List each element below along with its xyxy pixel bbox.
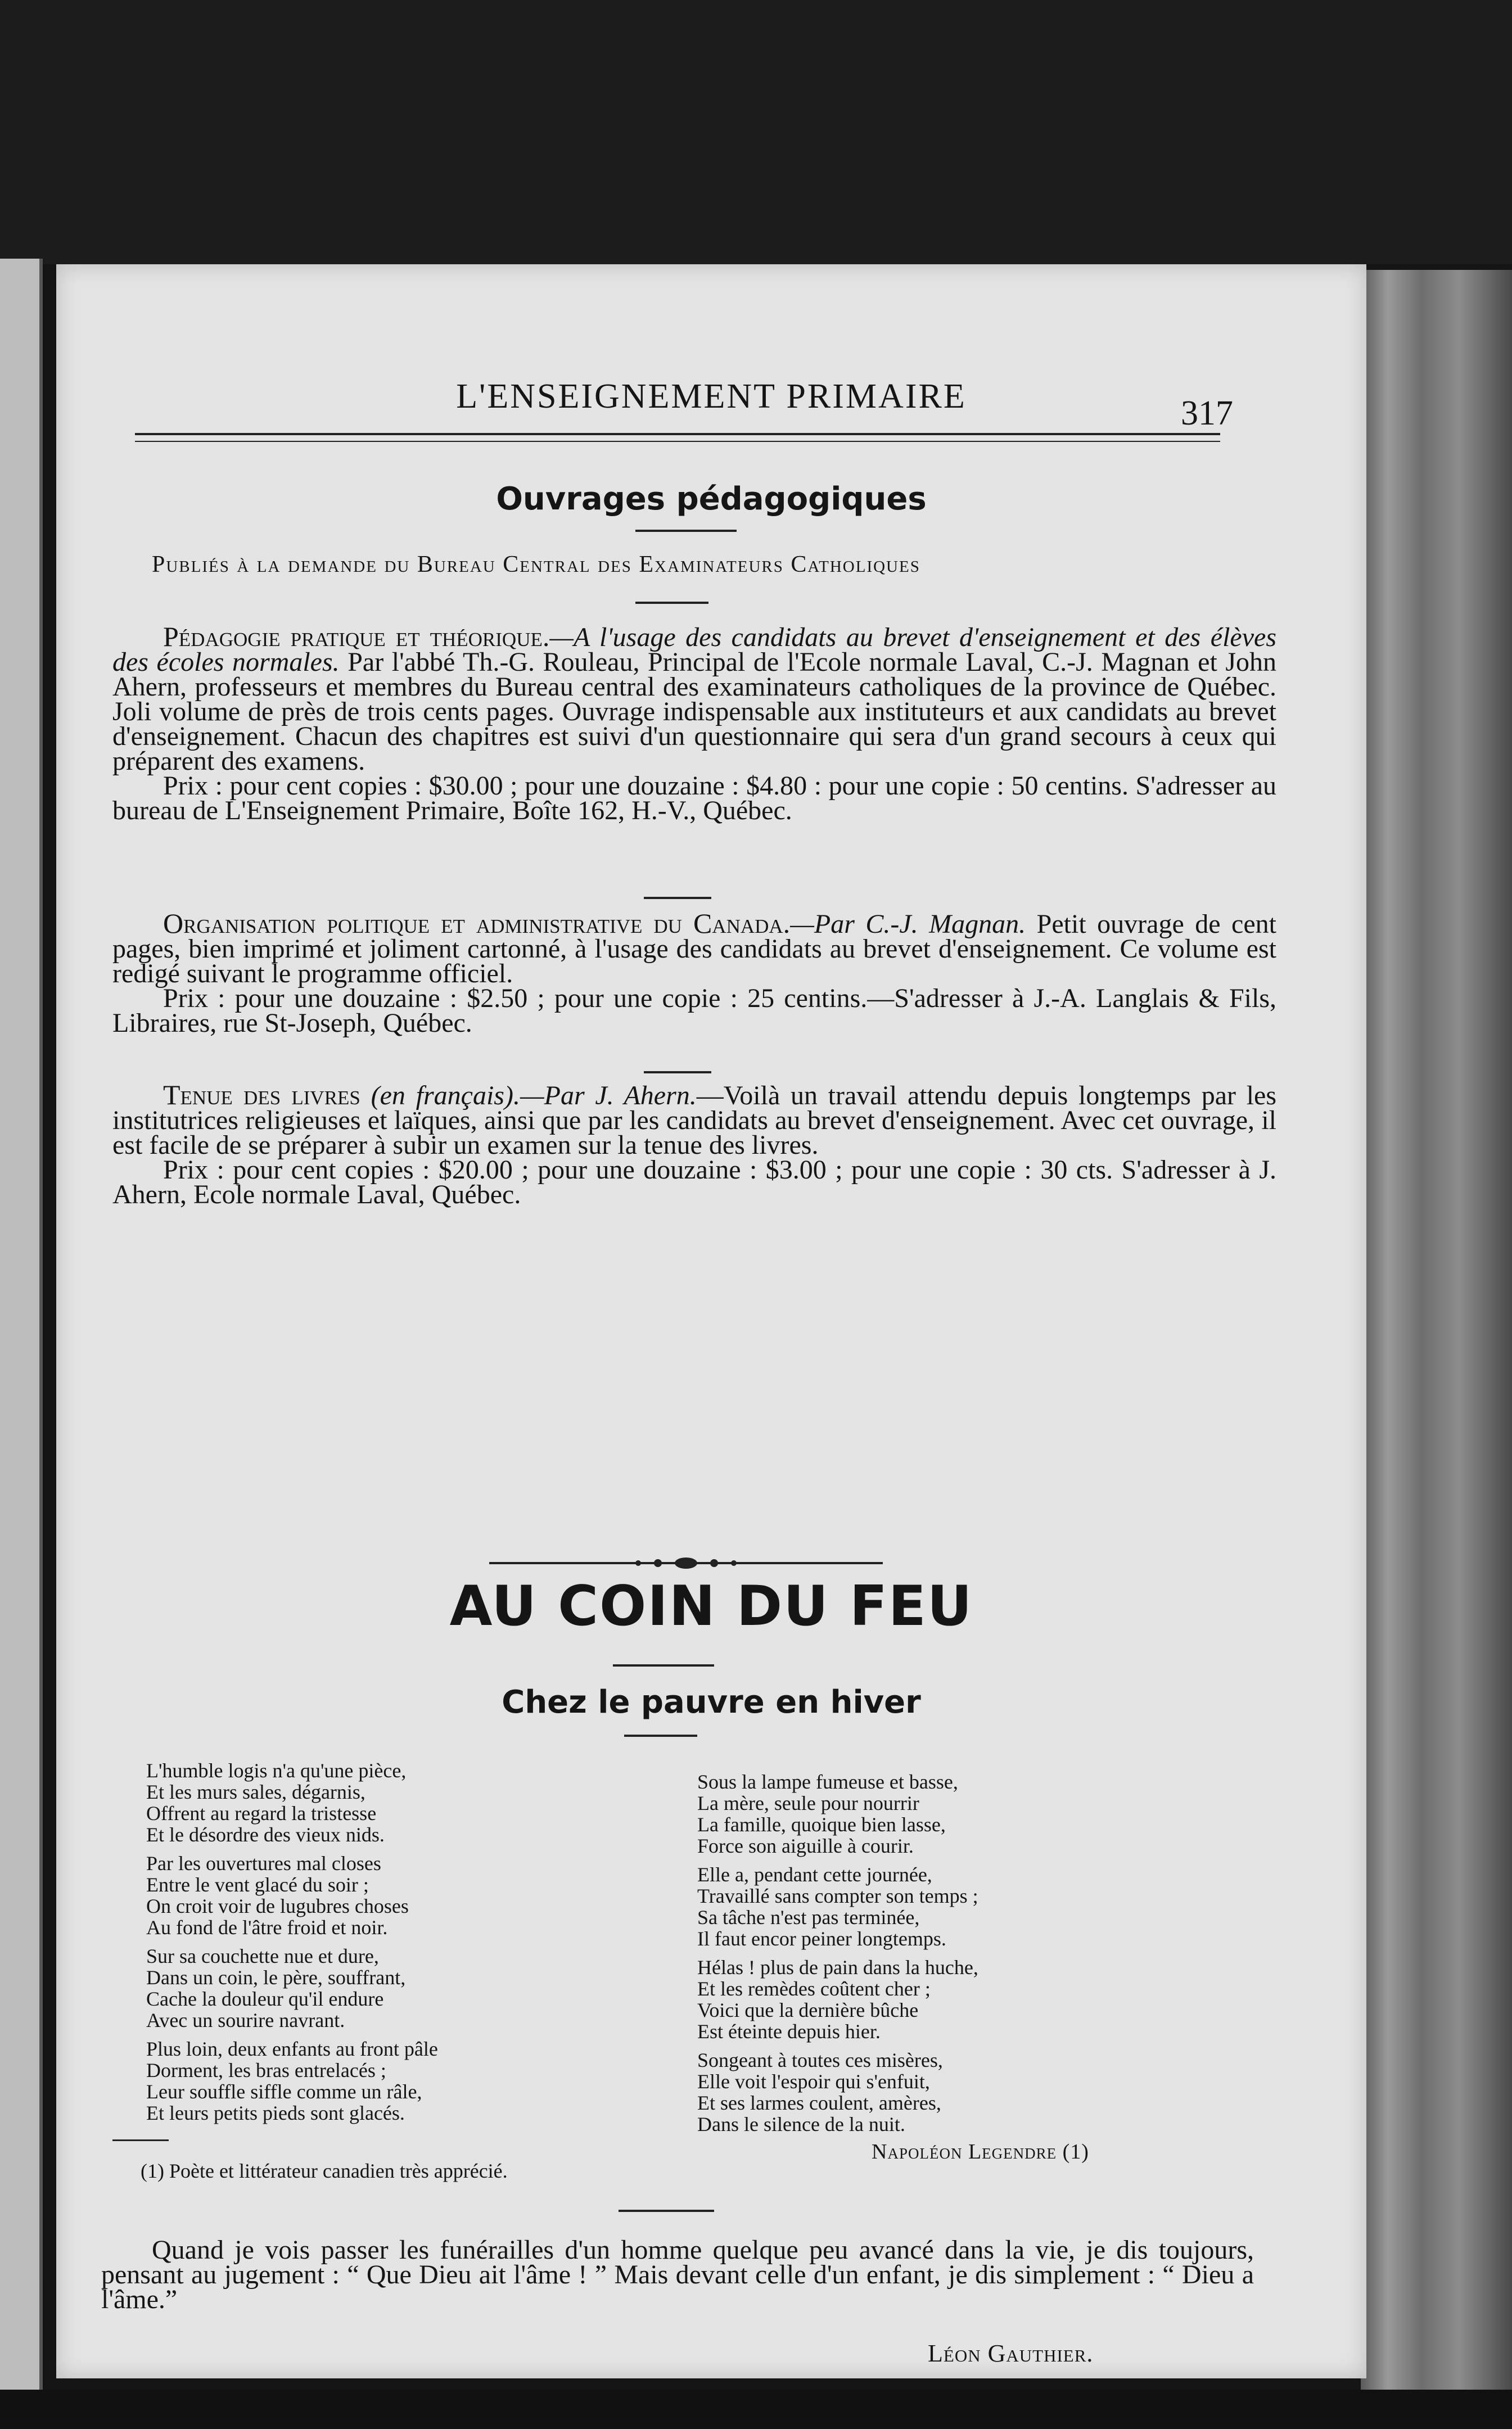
- divider: [644, 897, 711, 899]
- poem-stanza: [146, 2038, 438, 2124]
- poem-stanza: [146, 1760, 406, 1845]
- poem-line: Dorment, les bras entrelacés ;: [146, 2059, 386, 2082]
- poem-stanza: [146, 1945, 405, 2031]
- poem-line: Entre le vent glacé du soir ;: [146, 1873, 369, 1896]
- footnote-rule: [112, 2139, 169, 2141]
- scan-background-bottom: [0, 2390, 1512, 2429]
- entry-description: —Voilà un travail attendu depuis longtemps par les institutrices religieuses et laïques, ainsi que par les candidats au brevet d'enseignement. Avec cet ouvrage, il est facile de se préparer à subir un examen sur la tenue des livres.: [112, 1081, 1277, 1160]
- section-subtitle: Publiés à la demande du Bureau Central des Examinateurs Catholiques: [152, 552, 920, 577]
- poem-line: Dans le silence de la nuit.: [697, 2113, 905, 2135]
- poem-stanza: [697, 1957, 978, 2042]
- book-spine-edge: [1361, 270, 1512, 2395]
- facing-page-edge: [0, 259, 43, 2395]
- poem-line: Et le désordre des vieux nids.: [146, 1823, 385, 1846]
- poem-line: Et les murs sales, dégarnis,: [146, 1781, 365, 1803]
- header-rule: [135, 433, 1220, 442]
- poem-stanza: [697, 1864, 978, 1949]
- feature-headline: AU COIN DU FEU: [449, 1574, 973, 1638]
- entry-subtitle: —Par C.-J. Magnan.: [790, 909, 1026, 939]
- entry-price: Prix : pour cent copies : $30.00 ; pour une douzaine : $4.80 : pour une copie : 50 centins. S'adresser au bureau de L'Enseignement Primaire, Boîte 162, H.-V., Québec.: [112, 771, 1276, 825]
- poem-stanza: [697, 2049, 943, 2135]
- poem-line: Il faut encor peiner longtemps.: [697, 1927, 946, 1950]
- poem-line: Avec un sourire navrant.: [146, 2009, 345, 2031]
- entry-description: Petit ouvrage de cent pages, bien imprimé et joliment cartonné, à l'usage des candidats au brevet d'enseignement. Ce volume est redigé suivant le programme officiel.: [112, 909, 1276, 988]
- closing-quote: [101, 2235, 1254, 2314]
- poem-line: Et ses larmes coulent, amères,: [697, 2092, 941, 2114]
- book-entry-organisation: [112, 908, 1276, 1038]
- ornament-divider: [489, 1555, 883, 1572]
- divider: [635, 602, 708, 604]
- poem-line: Offrent au regard la tristesse: [146, 1802, 377, 1825]
- entry-price: Prix : pour une douzaine : $2.50 ; pour une copie : 25 centins.—S'adresser à J.-A. Langlais & Fils, Libraires, rue St-Joseph, Québec.: [112, 983, 1276, 1038]
- poem-line: Hélas ! plus de pain dans la huche,: [697, 1956, 978, 1979]
- quote-text: Quand je vois passer les funérailles d'un homme quelque peu avancé dans la vie, je dis toujours, pensant au jugement : “ Que Dieu ait l'âme ! ” Mais devant celle d'un enfant, je dis simplement : “ Dieu a l'âme.”: [101, 2235, 1254, 2314]
- poem-title: Chez le pauvre en hiver: [502, 1684, 921, 1721]
- poem-line: Cache la douleur qu'il endure: [146, 1988, 384, 2010]
- divider: [635, 530, 737, 532]
- poem-line: La mère, seule pour nourrir: [697, 1792, 919, 1814]
- poem-line: Voici que la dernière bûche: [697, 1999, 919, 2021]
- entry-price: Prix : pour cent copies : $20.00 ; pour une douzaine : $3.00 ; pour une copie : 30 cts. S'adresser à J. Ahern, Ecole normale Laval, Québec.: [112, 1155, 1276, 1209]
- quote-author: Léon Gauthier.: [928, 2340, 1094, 2367]
- page-number: 317: [1181, 394, 1233, 432]
- poem-line: L'humble logis n'a qu'une pièce,: [146, 1759, 407, 1782]
- poem-stanza: [697, 1771, 958, 1857]
- running-title: L'ENSEIGNEMENT PRIMAIRE: [456, 377, 967, 416]
- poem-line: Sa tâche n'est pas terminée,: [697, 1906, 920, 1929]
- scan-background-top: [0, 0, 1512, 264]
- entry-title: Pédagogie pratique et théorique.: [163, 621, 550, 652]
- poem-line: Et leurs petits pieds sont glacés.: [146, 2102, 405, 2124]
- entry-title: Organisation politique et administrative du Canada.: [163, 908, 791, 939]
- divider: [644, 1071, 711, 1073]
- poem-line: Et les remèdes coûtent cher ;: [697, 1977, 931, 2000]
- poem-stanza: [146, 1853, 409, 1938]
- poem-line: Songeant à toutes ces misères,: [697, 2049, 943, 2071]
- poem-line: Force son aiguille à courir.: [697, 1835, 914, 1857]
- book-entry-pedagogie: [112, 621, 1277, 825]
- poem-line: Au fond de l'âtre froid et noir.: [146, 1916, 388, 1939]
- poem-line: Par les ouvertures mal closes: [146, 1852, 381, 1875]
- book-entry-tenue: [112, 1079, 1277, 1209]
- entry-subtitle: (en français).—Par J. Ahern.: [371, 1081, 697, 1110]
- poem-line: Travaillé sans compter son temps ;: [697, 1885, 978, 1907]
- divider: [613, 1664, 714, 1667]
- section-title: Ouvrages pédagogiques: [496, 481, 927, 517]
- poem-line: Dans un coin, le père, souffrant,: [146, 1966, 406, 1989]
- entry-subtitle: —A l'usage des candidats au brevet d'enseignement et des élèves des écoles normales.: [112, 622, 1276, 677]
- poem-author: Napoléon Legendre (1): [872, 2140, 1089, 2164]
- poem-line: Plus loin, deux enfants au front pâle: [146, 2038, 438, 2060]
- poem-line: On croit voir de lugubres choses: [146, 1895, 409, 1917]
- poem-line: Leur souffle siffle comme un râle,: [146, 2080, 422, 2103]
- entry-description: Par l'abbé Th.-G. Rouleau, Principal de l'Ecole normale Laval, C.-J. Magnan et John Ahern, professeurs et membres du Bureau central des examinateurs catholiques de la province de Québec. Joli volume de près de trois cents pages. Ouvrage indispensable aux instituteurs et aux candidats au brevet d'enseignement. Chacun des chapitres est suivi d'un questionnaire qui sera d'un grand secours à ceux qui préparent des examens.: [112, 647, 1277, 776]
- footnote: (1) Poète et littérateur canadien très apprécié.: [141, 2160, 508, 2182]
- divider: [619, 2210, 714, 2212]
- poem-line: Est éteinte depuis hier.: [697, 2020, 881, 2043]
- poem-line: Elle voit l'espoir qui s'enfuit,: [697, 2070, 930, 2093]
- poem-line: Sous la lampe fumeuse et basse,: [697, 1771, 958, 1793]
- divider: [624, 1735, 697, 1737]
- entry-title: Tenue des livres: [163, 1079, 360, 1110]
- poem-line: Elle a, pendant cette journée,: [697, 1863, 932, 1886]
- poem-line: La famille, quoique bien lasse,: [697, 1813, 946, 1836]
- poem-line: Sur sa couchette nue et dure,: [146, 1945, 379, 1967]
- book-page: [56, 264, 1366, 2378]
